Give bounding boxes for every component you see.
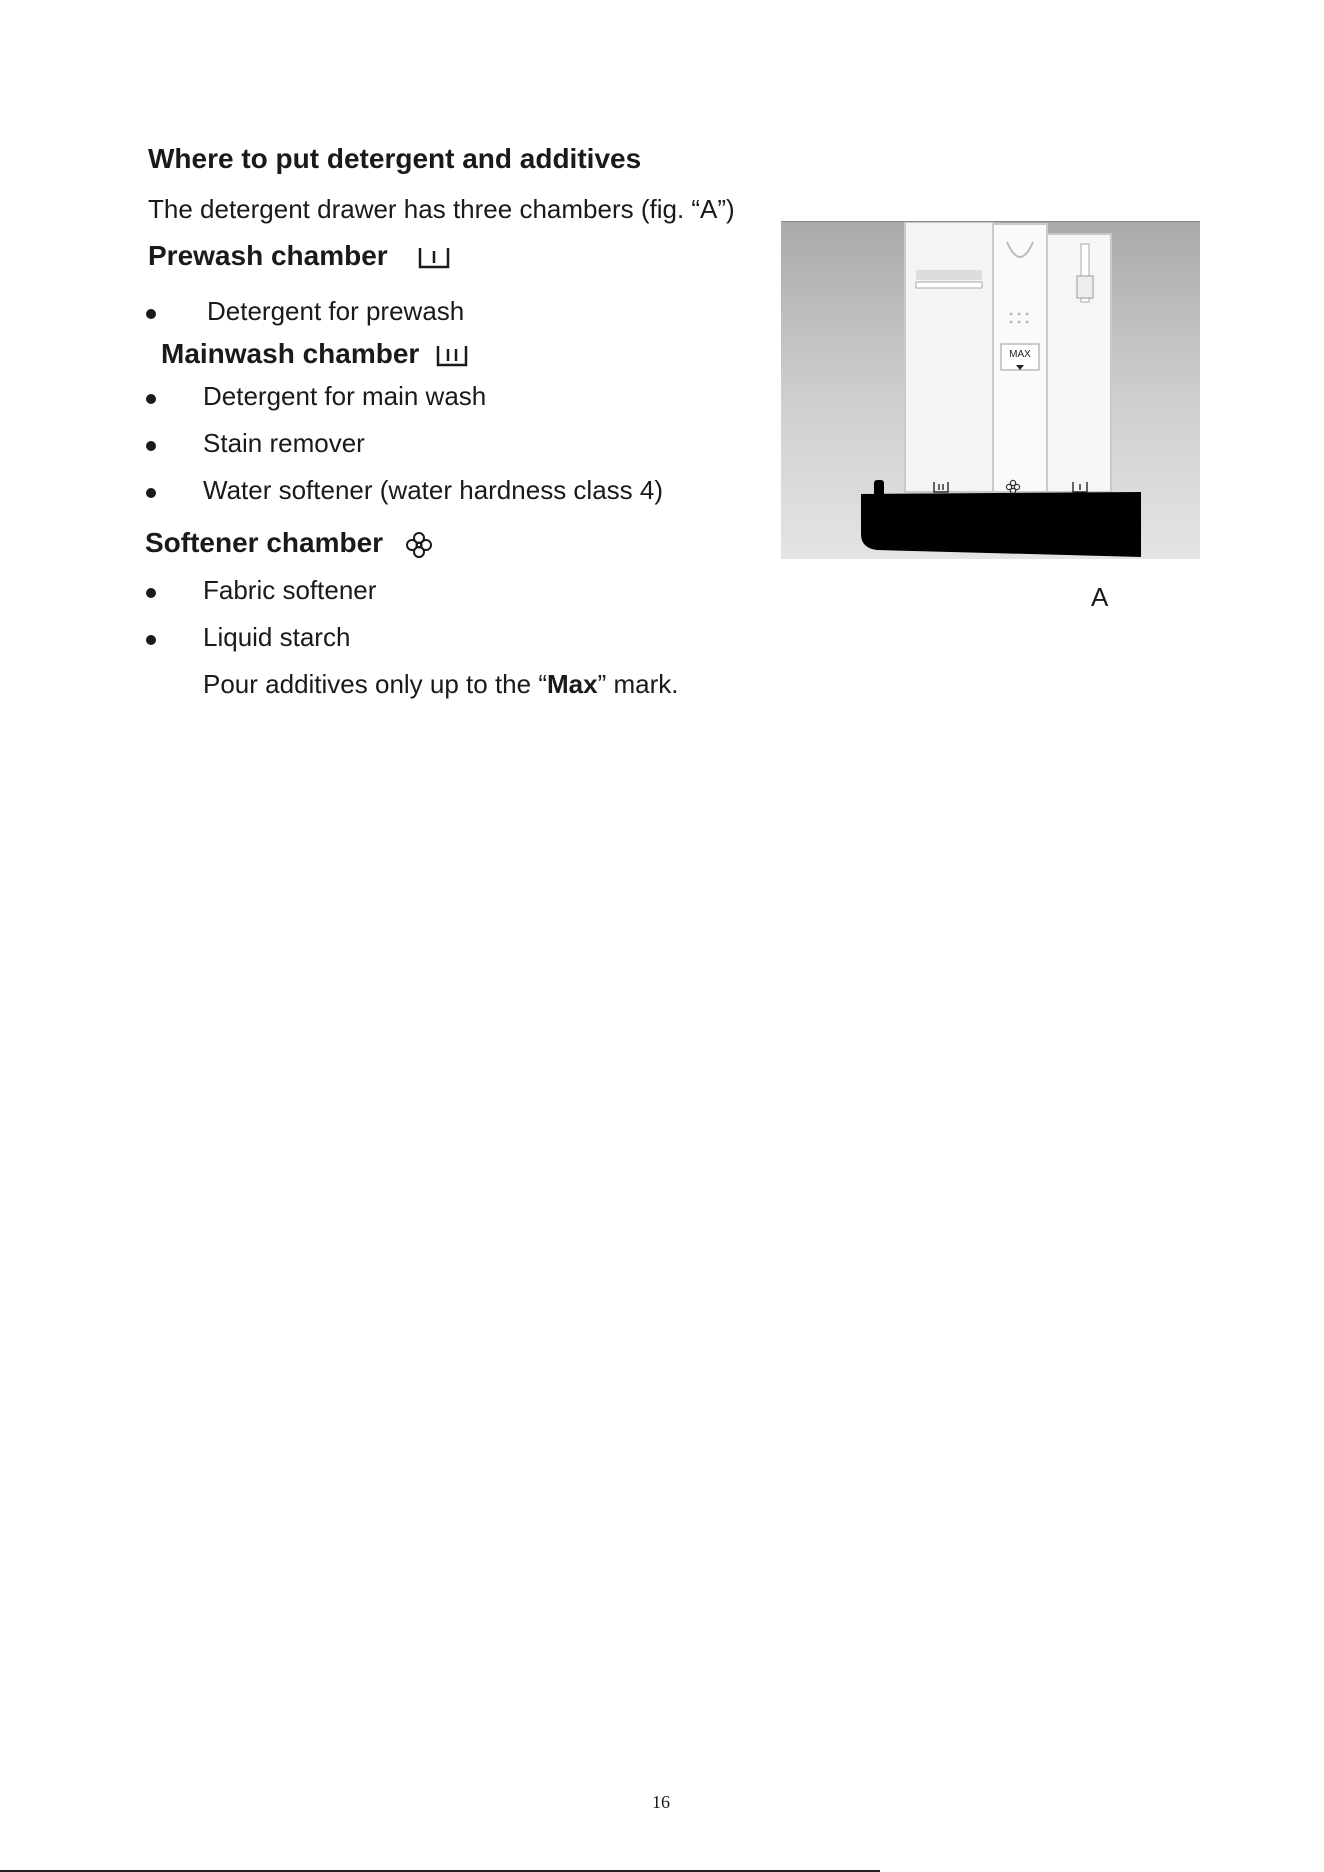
list-item: Detergent for prewash [207, 296, 465, 326]
bullet [146, 309, 156, 319]
list-item: Stain remover [203, 428, 365, 458]
max-mark-label: MAX [1009, 349, 1031, 360]
intro-text: The detergent drawer has three chambers (fig. “A”) [148, 194, 735, 224]
bullet [146, 635, 156, 645]
detergent-drawer-figure [781, 221, 1200, 559]
bullet [146, 488, 156, 498]
page-number: 16 [652, 1792, 670, 1812]
mainwash-title: Mainwash chamber [161, 338, 420, 369]
softener-heading [145, 527, 433, 559]
softener-title: Softener chamber [145, 527, 384, 558]
list-item: Fabric softener [203, 575, 377, 605]
bullet [146, 441, 156, 451]
flower-softener-icon [405, 531, 433, 559]
max-note-bold: Max [546, 669, 598, 699]
bullet [146, 588, 156, 598]
list-item: Water softener (water hardness class 4) [203, 475, 663, 505]
prewash-title: Prewash chamber [148, 240, 388, 271]
max-note-after: ” mark. [597, 669, 679, 699]
figure-caption: A [1091, 582, 1109, 612]
prewash-chamber-icon [417, 246, 451, 270]
max-note [203, 669, 678, 700]
mainwash-chamber-icon [435, 344, 469, 368]
list-item: Liquid starch [203, 622, 351, 652]
bullet [146, 394, 156, 404]
list-item: Detergent for main wash [203, 381, 487, 411]
detergent-drawer-illustration [781, 222, 1200, 559]
prewash-heading [148, 240, 451, 272]
page-heading: Where to put detergent and additives [148, 143, 642, 174]
mainwash-heading [161, 338, 469, 370]
max-note-before: Pour additives only up to the “ [203, 669, 547, 699]
